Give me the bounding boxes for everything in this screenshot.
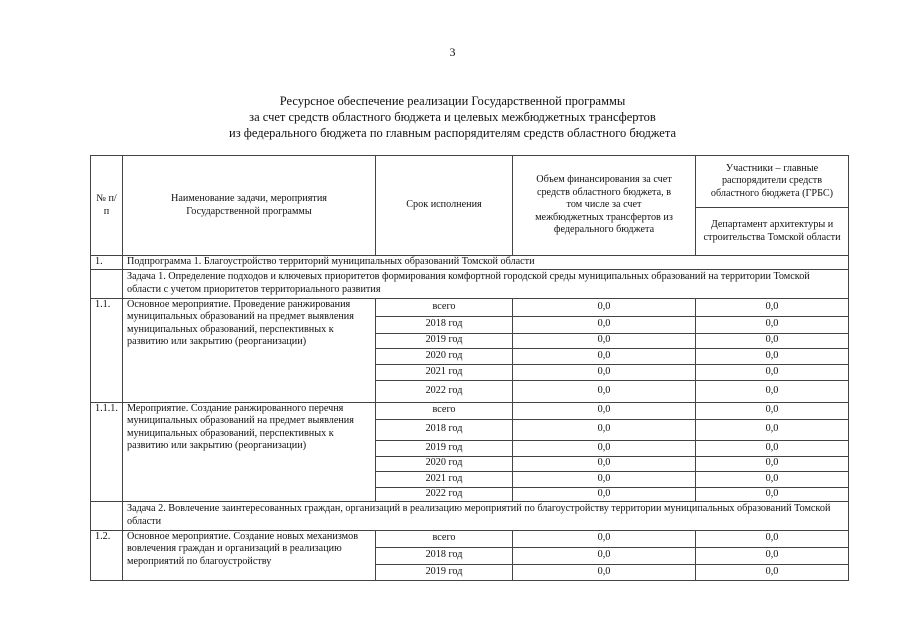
title-line: за счет средств областного бюджета и целевых межбюджетных трансфертов [249, 110, 656, 124]
term-cell: 2021 год [376, 364, 513, 380]
volume-cell: 0,0 [513, 364, 696, 380]
term-cell: всего [376, 402, 513, 419]
item-num: 1.1. [91, 298, 123, 402]
header-term: Срок исполнения [376, 156, 513, 256]
term-cell: 2018 год [376, 316, 513, 333]
volume-cell: 0,0 [513, 547, 696, 564]
dept-cell: 0,0 [696, 419, 849, 440]
volume-cell: 0,0 [513, 402, 696, 419]
volume-cell: 0,0 [513, 316, 696, 333]
volume-cell: 0,0 [513, 380, 696, 402]
term-cell: всего [376, 298, 513, 316]
dept-cell: 0,0 [696, 402, 849, 419]
header-name: Наименование задачи, мероприятия Государственной программы [123, 156, 376, 256]
header-num: № п/п [91, 156, 123, 256]
title-line: Ресурсное обеспечение реализации Государственной программы [279, 94, 626, 108]
dept-cell: 0,0 [696, 487, 849, 501]
volume-cell: 0,0 [513, 440, 696, 456]
resources-table [90, 155, 849, 581]
subprogram-num: 1. [91, 256, 123, 270]
dept-cell: 0,0 [696, 564, 849, 580]
term-cell: 2018 год [376, 547, 513, 564]
task-2: Задача 2. Вовлечение заинтересованных граждан, организаций в реализацию мероприятий по благоустройству территории муниципальных образований Томской области [123, 501, 849, 530]
table-row [91, 530, 849, 547]
term-cell: 2018 год [376, 419, 513, 440]
dept-cell: 0,0 [696, 333, 849, 348]
dept-cell: 0,0 [696, 471, 849, 487]
item-name: Основное мероприятие. Проведение ранжирования муниципальных образований на предмет выявления муниципальных образований, перспективных к развитию или закрытию (реорганизации) [123, 298, 376, 402]
item-num: 1.2. [91, 530, 123, 580]
dept-cell: 0,0 [696, 380, 849, 402]
term-cell: 2019 год [376, 564, 513, 580]
title-line: из федерального бюджета по главным распорядителям средств областного бюджета [229, 126, 676, 140]
term-cell: 2020 год [376, 348, 513, 364]
volume-cell: 0,0 [513, 333, 696, 348]
volume-cell: 0,0 [513, 471, 696, 487]
item-num: 1.1.1. [91, 402, 123, 501]
volume-cell: 0,0 [513, 298, 696, 316]
volume-cell: 0,0 [513, 456, 696, 471]
dept-cell: 0,0 [696, 530, 849, 547]
term-cell: 2022 год [376, 487, 513, 501]
document-title [0, 93, 905, 141]
term-cell: 2019 год [376, 333, 513, 348]
volume-cell: 0,0 [513, 487, 696, 501]
header-participants: Участники – главные распорядители средств областного бюджета (ГРБС) [696, 156, 849, 208]
term-cell: 2019 год [376, 440, 513, 456]
header-dept: Департамент архитектуры и строительства Томской области [696, 208, 849, 256]
volume-cell: 0,0 [513, 348, 696, 364]
task-1: Задача 1. Определение подходов и ключевых приоритетов формирования комфортной городской среды муниципальных образований на территории Томской области с учетом приоритетов территориального развития [123, 269, 849, 298]
dept-cell: 0,0 [696, 348, 849, 364]
item-name: Мероприятие. Создание ранжированного перечня муниципальных образований на предмет выявления муниципальных образований, перспективных к развитию или закрытию (реорганизации) [123, 402, 376, 501]
term-cell: 2020 год [376, 456, 513, 471]
dept-cell: 0,0 [696, 456, 849, 471]
dept-cell: 0,0 [696, 547, 849, 564]
table-row [91, 402, 849, 419]
dept-cell: 0,0 [696, 316, 849, 333]
volume-cell: 0,0 [513, 564, 696, 580]
volume-cell: 0,0 [513, 419, 696, 440]
header-volume: Объем финансирования за счет средств областного бюджета, в том числе за счет межбюджетных трансфертов из федерального бюджета [513, 156, 696, 256]
term-cell: 2021 год [376, 471, 513, 487]
term-cell: всего [376, 530, 513, 547]
term-cell: 2022 год [376, 380, 513, 402]
page-number: 3 [449, 45, 456, 59]
item-name: Основное мероприятие. Создание новых механизмов вовлечения граждан и организаций в реализацию мероприятий по благоустройству [123, 530, 376, 580]
table-row [91, 298, 849, 316]
volume-cell: 0,0 [513, 530, 696, 547]
dept-cell: 0,0 [696, 298, 849, 316]
dept-cell: 0,0 [696, 364, 849, 380]
subprogram-title: Подпрограмма 1. Благоустройство территорий муниципальных образований Томской области [123, 256, 849, 270]
dept-cell: 0,0 [696, 440, 849, 456]
